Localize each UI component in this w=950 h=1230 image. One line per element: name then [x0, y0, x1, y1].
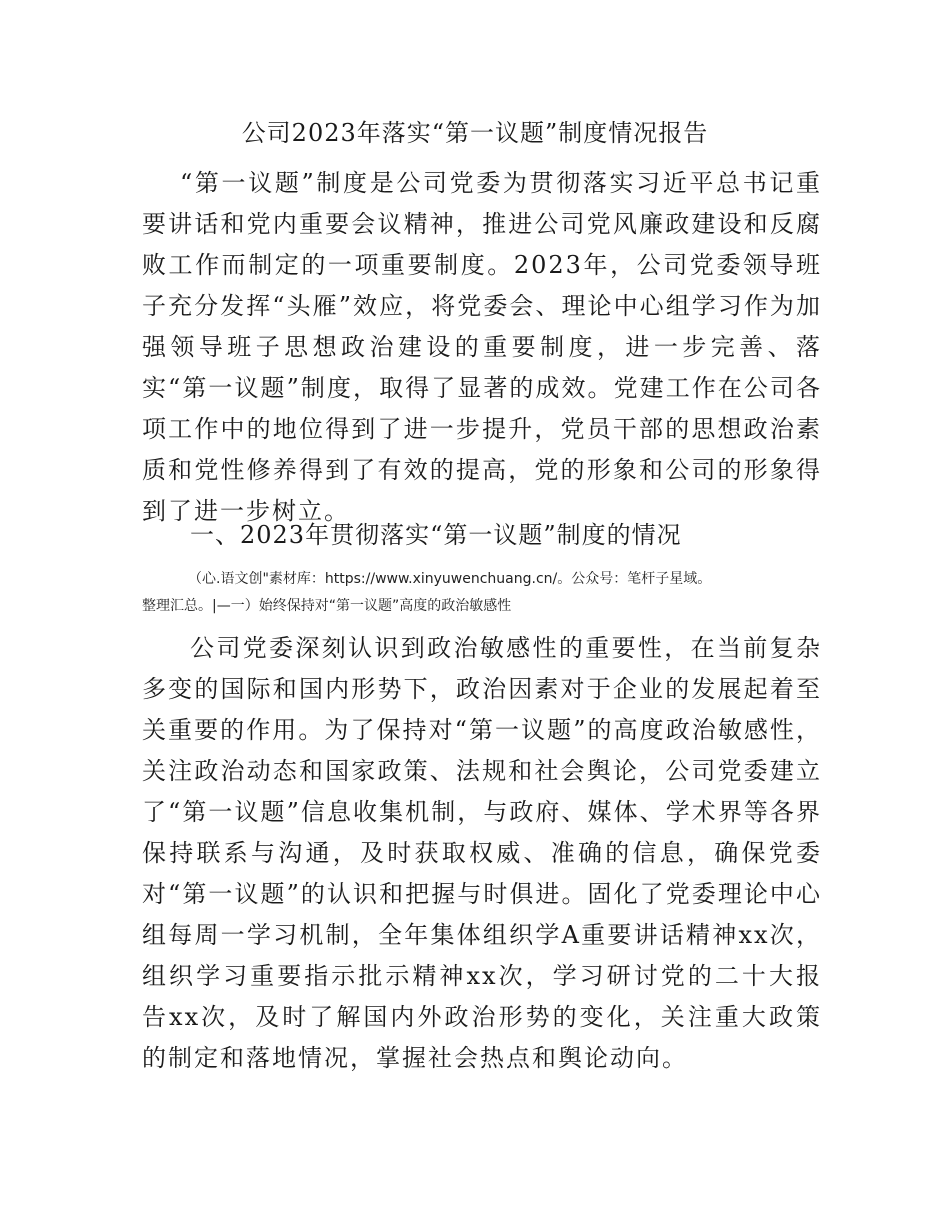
body-paragraph: 公司党委深刻认识到政治敏感性的重要性，在当前复杂多变的国际和国内形势下，政治因素对于企业的发展起着至关重要的作用。为了保持对“第一议题”的高度政治敏感性，关注政治动态和国家政策、法规和社会舆论，公司党委建立了“第一议题”信息收集机制，与政府、媒体、学术界等各界保持联系与沟通，及时获取权威、准确的信息，确保党委对“第一议题”的认识和把握与时俱进。固化了党委理论中心组每周一学习机制，全年集体组织学A重要讲话精神xx次，组织学习重要指示批示精神xx次，学习研讨党的二十大报告xx次，及时了解国内外政治形势的变化，关注重大政策的制定和落地情况，掌握社会热点和舆论动向。	[142, 634, 822, 1072]
intro-paragraph: “第一议题”制度是公司党委为贯彻落实习近平总书记重要讲话和党内重要会议精神，推进公司党风廉政建设和反腐败工作而制定的一项重要制度。2023年，公司党委领导班子充分发挥“头雁”效应，将党委会、理论中心组学习作为加强领导班子思想政治建设的重要制度，进一步完善、落实“第一议题”制度，取得了显著的成效。党建工作在公司各项工作中的地位得到了进一步提升，党员干部的思想政治素质和党性修养得到了有效的提高，党的形象和公司的形象得到了进一步树立。	[142, 169, 822, 525]
source-note-line-2: 整理汇总。|—一）始终保持对“第一议题”高度的政治敏感性	[142, 598, 512, 614]
source-note-line-1: （心.语文创"素材库：https://www.xinyuwenchuang.cn/。公众号：笔杆子星域。	[188, 571, 712, 587]
section-heading: 一、2023年贯彻落实“第一议题”制度的情况	[190, 521, 682, 549]
document-title: 公司2023年落实“第一议题”制度情况报告	[241, 119, 709, 147]
source-note	[142, 566, 832, 620]
